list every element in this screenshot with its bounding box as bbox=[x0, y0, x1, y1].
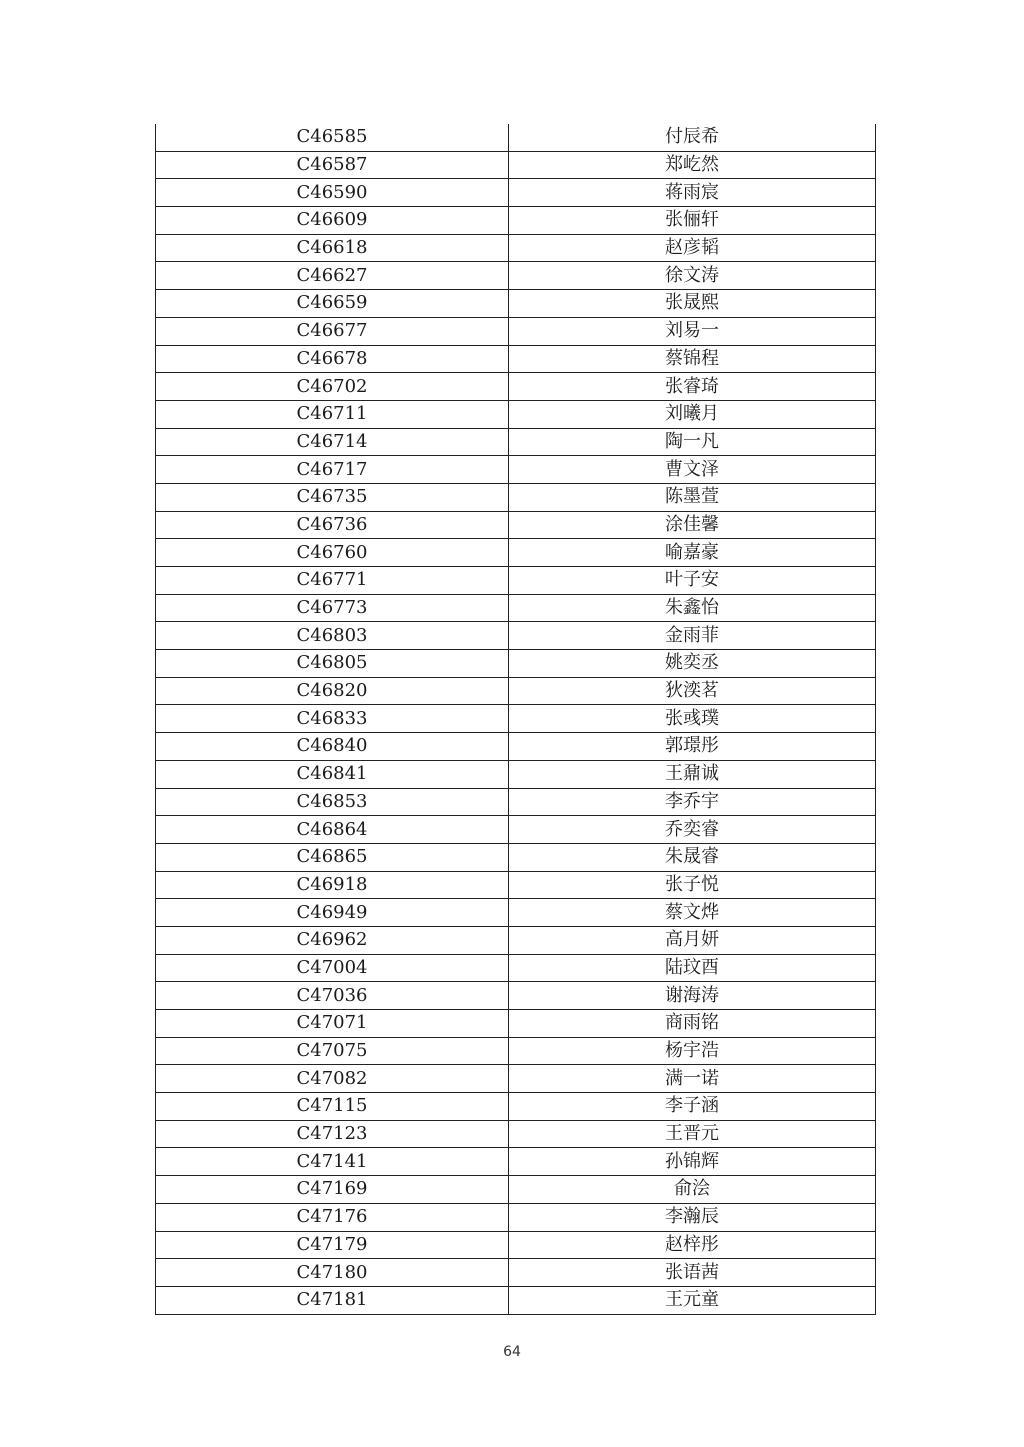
table-row bbox=[156, 151, 876, 179]
candidate-name-cell: 乔奕睿 bbox=[509, 816, 876, 844]
candidate-id-cell: C46865 bbox=[156, 843, 509, 871]
candidate-id-cell: C46678 bbox=[156, 345, 509, 373]
candidate-id-cell: C46840 bbox=[156, 733, 509, 761]
candidate-id-cell: C46735 bbox=[156, 483, 509, 511]
candidate-name-cell: 狄湙茗 bbox=[509, 677, 876, 705]
table-row bbox=[156, 926, 876, 954]
candidate-name-cell: 谢海涛 bbox=[509, 982, 876, 1010]
roster-table bbox=[155, 124, 876, 1315]
candidate-name-cell: 陈墨萱 bbox=[509, 483, 876, 511]
candidate-id-cell: C46590 bbox=[156, 179, 509, 207]
candidate-id-cell: C47082 bbox=[156, 1065, 509, 1093]
table-row bbox=[156, 871, 876, 899]
table-row bbox=[156, 1231, 876, 1259]
table-row bbox=[156, 1176, 876, 1204]
roster-table-body bbox=[156, 124, 876, 1314]
candidate-name-cell: 叶子安 bbox=[509, 567, 876, 595]
table-row bbox=[156, 788, 876, 816]
candidate-name-cell: 涂佳馨 bbox=[509, 511, 876, 539]
candidate-id-cell: C46918 bbox=[156, 871, 509, 899]
candidate-name-cell: 满一诺 bbox=[509, 1065, 876, 1093]
table-row bbox=[156, 179, 876, 207]
table-row bbox=[156, 954, 876, 982]
candidate-name-cell: 郑屹然 bbox=[509, 151, 876, 179]
candidate-name-cell: 李子涵 bbox=[509, 1093, 876, 1121]
table-row bbox=[156, 1286, 876, 1314]
candidate-name-cell: 张语茜 bbox=[509, 1259, 876, 1287]
candidate-name-cell: 蒋雨宸 bbox=[509, 179, 876, 207]
candidate-id-cell: C46820 bbox=[156, 677, 509, 705]
candidate-name-cell: 孙锦辉 bbox=[509, 1148, 876, 1176]
table-row bbox=[156, 1203, 876, 1231]
candidate-id-cell: C46864 bbox=[156, 816, 509, 844]
candidate-id-cell: C47179 bbox=[156, 1231, 509, 1259]
candidate-id-cell: C47169 bbox=[156, 1176, 509, 1204]
table-row bbox=[156, 1037, 876, 1065]
candidate-name-cell: 曹文泽 bbox=[509, 456, 876, 484]
table-row bbox=[156, 733, 876, 761]
candidate-name-cell: 张晟熙 bbox=[509, 290, 876, 318]
candidate-name-cell: 张彧璞 bbox=[509, 705, 876, 733]
candidate-id-cell: C47123 bbox=[156, 1120, 509, 1148]
table-row bbox=[156, 317, 876, 345]
candidate-id-cell: C46760 bbox=[156, 539, 509, 567]
candidate-id-cell: C47036 bbox=[156, 982, 509, 1010]
candidate-name-cell: 朱晟睿 bbox=[509, 843, 876, 871]
candidate-id-cell: C47075 bbox=[156, 1037, 509, 1065]
table-row bbox=[156, 760, 876, 788]
table-row bbox=[156, 483, 876, 511]
candidate-id-cell: C47004 bbox=[156, 954, 509, 982]
candidate-id-cell: C47115 bbox=[156, 1093, 509, 1121]
candidate-name-cell: 王晋元 bbox=[509, 1120, 876, 1148]
candidate-id-cell: C46803 bbox=[156, 622, 509, 650]
candidate-name-cell: 商雨铭 bbox=[509, 1010, 876, 1038]
candidate-id-cell: C46833 bbox=[156, 705, 509, 733]
candidate-name-cell: 赵彦韬 bbox=[509, 234, 876, 262]
table-row bbox=[156, 594, 876, 622]
candidate-id-cell: C46585 bbox=[156, 124, 509, 151]
candidate-id-cell: C47141 bbox=[156, 1148, 509, 1176]
table-row bbox=[156, 1259, 876, 1287]
table-row bbox=[156, 234, 876, 262]
candidate-name-cell: 王元童 bbox=[509, 1286, 876, 1314]
table-row bbox=[156, 705, 876, 733]
table-row bbox=[156, 567, 876, 595]
candidate-id-cell: C46618 bbox=[156, 234, 509, 262]
table-row bbox=[156, 400, 876, 428]
table-row bbox=[156, 1093, 876, 1121]
table-row bbox=[156, 843, 876, 871]
table-row bbox=[156, 456, 876, 484]
candidate-id-cell: C46659 bbox=[156, 290, 509, 318]
candidate-id-cell: C46771 bbox=[156, 567, 509, 595]
candidate-id-cell: C46627 bbox=[156, 262, 509, 290]
candidate-id-cell: C46841 bbox=[156, 760, 509, 788]
table-row bbox=[156, 373, 876, 401]
table-row bbox=[156, 262, 876, 290]
candidate-id-cell: C46587 bbox=[156, 151, 509, 179]
page-number: 64 bbox=[503, 1344, 521, 1360]
candidate-name-cell: 高月妍 bbox=[509, 926, 876, 954]
table-row bbox=[156, 622, 876, 650]
candidate-name-cell: 张子悦 bbox=[509, 871, 876, 899]
table-row bbox=[156, 1148, 876, 1176]
candidate-id-cell: C47071 bbox=[156, 1010, 509, 1038]
candidate-name-cell: 赵梓彤 bbox=[509, 1231, 876, 1259]
table-row bbox=[156, 511, 876, 539]
candidate-name-cell: 徐文涛 bbox=[509, 262, 876, 290]
candidate-id-cell: C46677 bbox=[156, 317, 509, 345]
candidate-id-cell: C46702 bbox=[156, 373, 509, 401]
candidate-name-cell: 杨宇浩 bbox=[509, 1037, 876, 1065]
candidate-name-cell: 金雨菲 bbox=[509, 622, 876, 650]
candidate-name-cell: 陶一凡 bbox=[509, 428, 876, 456]
candidate-name-cell: 张俪轩 bbox=[509, 207, 876, 235]
candidate-name-cell: 李瀚辰 bbox=[509, 1203, 876, 1231]
candidate-id-cell: C47181 bbox=[156, 1286, 509, 1314]
candidate-name-cell: 郭璟彤 bbox=[509, 733, 876, 761]
candidate-id-cell: C46949 bbox=[156, 899, 509, 927]
candidate-name-cell: 蔡锦程 bbox=[509, 345, 876, 373]
table-row bbox=[156, 290, 876, 318]
candidate-id-cell: C47180 bbox=[156, 1259, 509, 1287]
table-row bbox=[156, 982, 876, 1010]
table-row bbox=[156, 899, 876, 927]
candidate-name-cell: 陆玟酉 bbox=[509, 954, 876, 982]
candidate-id-cell: C46714 bbox=[156, 428, 509, 456]
candidate-name-cell: 刘曦月 bbox=[509, 400, 876, 428]
candidate-name-cell: 李乔宇 bbox=[509, 788, 876, 816]
table-row bbox=[156, 650, 876, 678]
candidate-id-cell: C46853 bbox=[156, 788, 509, 816]
candidate-id-cell: C46736 bbox=[156, 511, 509, 539]
table-row bbox=[156, 1065, 876, 1093]
table-row bbox=[156, 345, 876, 373]
candidate-id-cell: C46773 bbox=[156, 594, 509, 622]
candidate-id-cell: C47176 bbox=[156, 1203, 509, 1231]
candidate-id-cell: C46711 bbox=[156, 400, 509, 428]
table-row bbox=[156, 124, 876, 151]
candidate-name-cell: 朱鑫怡 bbox=[509, 594, 876, 622]
candidate-id-cell: C46717 bbox=[156, 456, 509, 484]
table-row bbox=[156, 816, 876, 844]
candidate-name-cell: 姚奕丞 bbox=[509, 650, 876, 678]
candidate-name-cell: 付辰希 bbox=[509, 124, 876, 151]
candidate-name-cell: 喻嘉豪 bbox=[509, 539, 876, 567]
table-row bbox=[156, 539, 876, 567]
candidate-id-cell: C46609 bbox=[156, 207, 509, 235]
candidate-name-cell: 刘易一 bbox=[509, 317, 876, 345]
candidate-name-cell: 蔡文烨 bbox=[509, 899, 876, 927]
table-row bbox=[156, 207, 876, 235]
table-row bbox=[156, 1010, 876, 1038]
table-row bbox=[156, 677, 876, 705]
table-row bbox=[156, 1120, 876, 1148]
candidate-name-cell: 张睿琦 bbox=[509, 373, 876, 401]
candidate-name-cell: 王鼐诚 bbox=[509, 760, 876, 788]
candidate-id-cell: C46962 bbox=[156, 926, 509, 954]
table-row bbox=[156, 428, 876, 456]
candidate-id-cell: C46805 bbox=[156, 650, 509, 678]
candidate-name-cell: 俞浍 bbox=[509, 1176, 876, 1204]
